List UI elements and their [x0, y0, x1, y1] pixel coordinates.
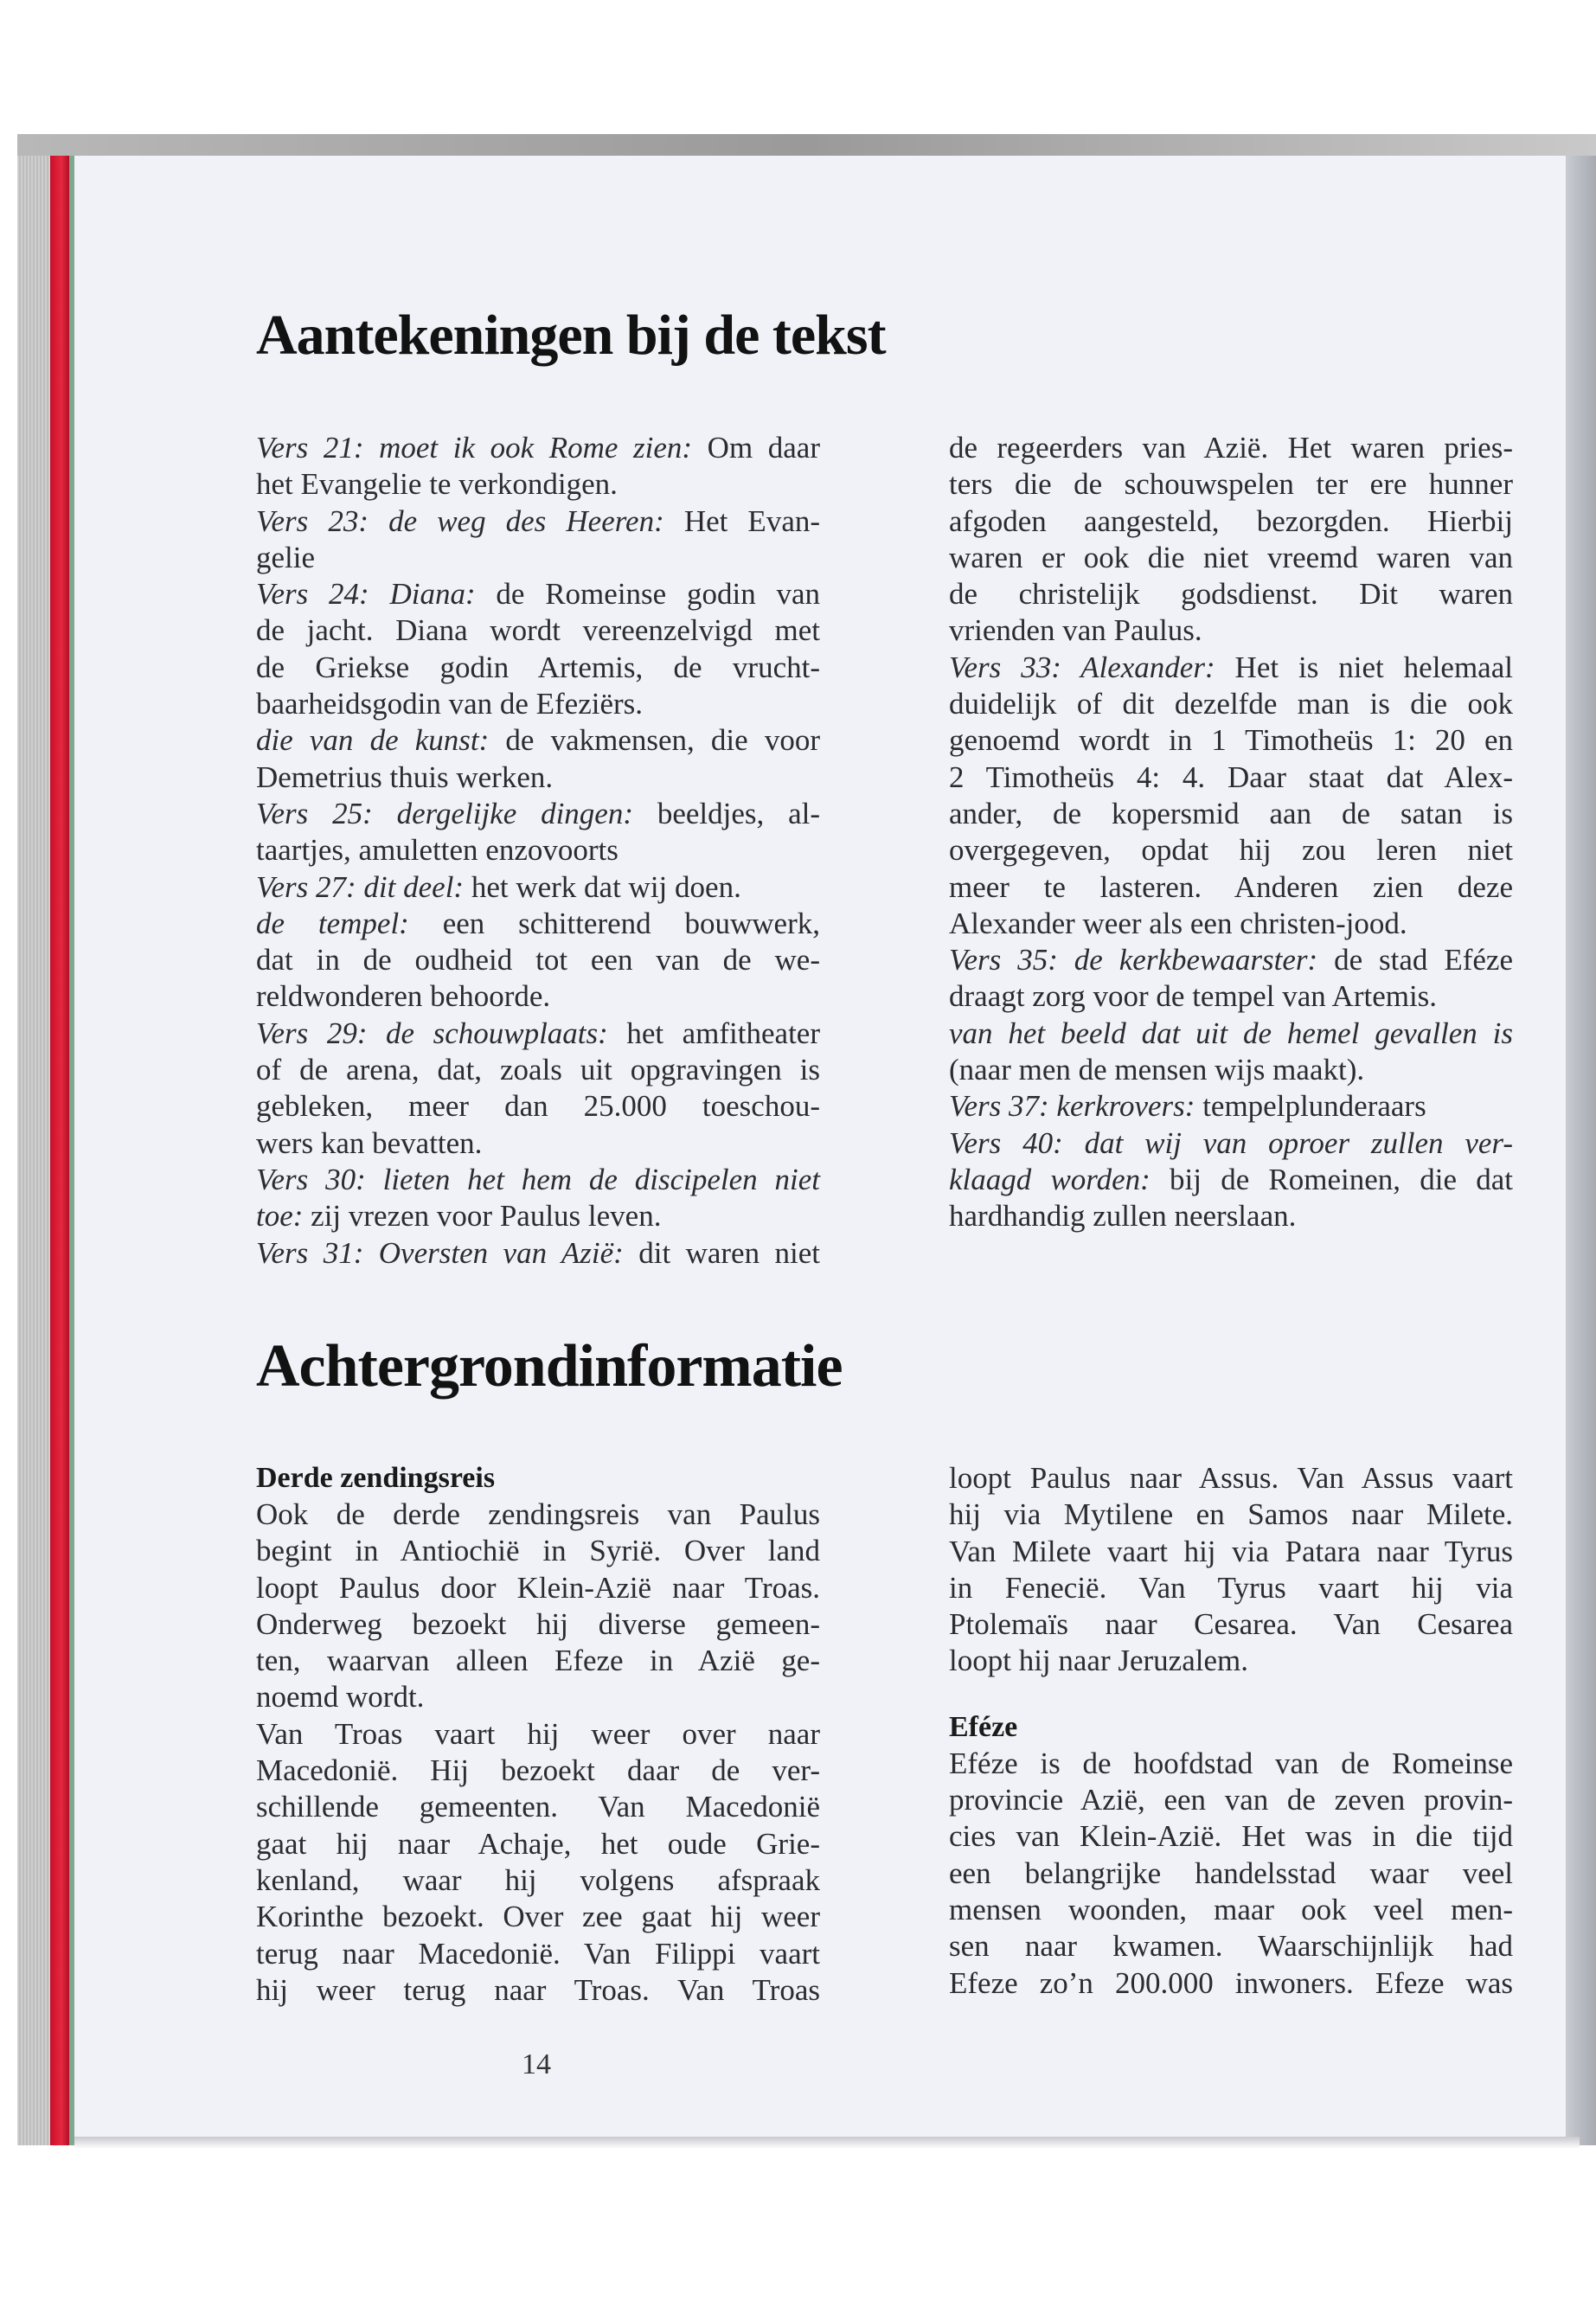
text-line [256, 540, 820, 576]
text-line [256, 612, 820, 649]
text-line [256, 722, 820, 759]
text-line [256, 978, 820, 1015]
line-text: Ook de derde zendingsreis van Paulus [256, 1497, 820, 1531]
text-line [256, 1606, 820, 1643]
line-text: zij vrezen voor Paulus leven. [303, 1199, 662, 1234]
page-number: 14 [522, 2048, 551, 2080]
text-line [256, 503, 820, 540]
line-text: bij de Romeinen, die dat [1150, 1162, 1513, 1196]
verse-reference: van het beeld dat uit de hemel gevallen is [949, 1016, 1513, 1050]
text-line [949, 503, 1513, 540]
background-right-text-bottom [949, 1746, 1513, 2002]
line-text: sen naar kwamen. Waarschijnlijk had [949, 1929, 1513, 1964]
text-line [949, 1892, 1513, 1928]
line-text: hij weer terug naar Troas. Van Troas [256, 1972, 820, 2007]
line-text: dat in de oudheid tot een van de we- [256, 943, 820, 977]
verse-reference: Vers 30: lieten het hem de discipelen niet [256, 1162, 820, 1196]
text-line [256, 796, 820, 832]
line-text: hardhandig zullen neerslaan. [949, 1199, 1297, 1234]
text-line [949, 722, 1513, 759]
text-line [256, 466, 820, 503]
line-text: Van Troas vaart hij weer over naar [256, 1716, 820, 1751]
text-line [256, 1497, 820, 1533]
line-text: Eféze is de hoofdstad van de Romeinse [949, 1746, 1513, 1780]
text-line [256, 832, 820, 868]
line-text: of de arena, dat, zoals uit opgravingen is [256, 1053, 820, 1087]
text-line [256, 1570, 820, 1606]
text-line [949, 1125, 1513, 1162]
text-line [256, 1643, 820, 1679]
line-text: ander, de kopersmid aan de satan is [949, 796, 1513, 830]
line-text: Onderweg bezoekt hij diverse gemeen- [256, 1606, 820, 1641]
line-text: Korinthe bezoekt. Over zee gaat hij weer [256, 1900, 820, 1934]
text-line [256, 906, 820, 942]
subheading-efeze: Eféze [949, 1710, 1018, 1743]
line-text: (naar men de mensen wijs maakt). [949, 1053, 1365, 1087]
verse-reference: Vers 35: de kerkbewaarster: [949, 943, 1318, 977]
verse-reference: Vers 37: kerkrovers: [949, 1089, 1195, 1124]
heading-background: Achtergrondinformatie [256, 1333, 843, 1400]
line-text: reldwonderen behoorde. [256, 979, 551, 1014]
verse-reference: Vers 23: de weg des Heeren: [256, 503, 664, 538]
line-text: ters die de schouwspelen ter ere hunner [949, 467, 1513, 502]
text-line [949, 1497, 1513, 1533]
text-line [256, 942, 820, 978]
book-red-edge [50, 156, 69, 2145]
line-text: baarheidsgodin van de Efeziërs. [256, 687, 644, 721]
line-text: 2 Timotheüs 4: 4. Daar staat dat Alex- [949, 760, 1513, 794]
line-text: de Griekse godin Artemis, de vrucht- [256, 650, 820, 684]
text-line [256, 1789, 820, 1825]
text-line [256, 869, 820, 906]
text-line [949, 1965, 1513, 2002]
line-text: Het Evan- [663, 503, 821, 538]
text-line [256, 686, 820, 722]
paragraph-gap [949, 1680, 1513, 1709]
book-right-edge [1566, 156, 1596, 2145]
verse-reference: Vers 27: dit deel: [256, 869, 465, 904]
text-line [256, 650, 820, 686]
line-text: een schitterend bouwwerk, [408, 906, 820, 940]
text-line [256, 1533, 820, 1569]
verse-reference: de tempel: [256, 906, 409, 940]
background-right-text-top [949, 1460, 1513, 1680]
line-text: provincie Azië, een van de zeven provin- [949, 1783, 1513, 1817]
text-line [949, 686, 1513, 722]
line-text: taartjes, amuletten enzovoorts [256, 833, 619, 868]
line-text: het werk dat wij doen. [464, 869, 741, 904]
line-text: kenland, waar hij volgens afspraak [256, 1862, 820, 1897]
background-column-right [949, 1460, 1513, 2002]
text-line [256, 1826, 820, 1862]
text-line [949, 1052, 1513, 1088]
verse-reference: Vers 31: Oversten van Azië: [256, 1235, 624, 1270]
text-line [949, 1856, 1513, 1892]
text-line [949, 1088, 1513, 1125]
text-line [949, 796, 1513, 832]
line-text: Van Milete vaart hij via Patara naar Tyrus [949, 1534, 1513, 1568]
text-line [256, 1088, 820, 1125]
line-text: Het is niet helemaal [1215, 650, 1513, 684]
text-line [949, 1460, 1513, 1497]
line-text: de christelijk godsdienst. Dit waren [949, 577, 1513, 612]
text-line [949, 760, 1513, 796]
line-text: schillende gemeenten. Van Macedonië [256, 1790, 820, 1824]
line-text: mensen woonden, maar ook veel men- [949, 1892, 1513, 1926]
text-line [949, 1570, 1513, 1606]
line-text: een belangrijke handelsstad waar veel [949, 1856, 1513, 1890]
text-line [949, 1606, 1513, 1643]
text-line [949, 942, 1513, 978]
page-bottom-shadow [74, 2137, 1580, 2149]
text-line [949, 1016, 1513, 1052]
line-text: de stad Eféze [1317, 943, 1513, 977]
line-text: gelie [256, 540, 316, 574]
text-line [949, 1928, 1513, 1965]
line-text: wers kan bevatten. [256, 1125, 483, 1160]
subheading-third-missionary-journey: Derde zendingsreis [256, 1462, 496, 1494]
line-text: terug naar Macedonië. Van Filippi vaart [256, 1936, 820, 1971]
line-text: gebleken, meer dan 25.000 toeschou- [256, 1089, 820, 1124]
text-line [256, 1235, 820, 1272]
text-line [949, 430, 1513, 466]
line-text: genoemd wordt in 1 Timotheüs 1: 20 en [949, 723, 1513, 758]
background-left-text [256, 1497, 820, 2009]
text-line [949, 869, 1513, 906]
verse-reference: Vers 21: moet ik ook Rome zien: [256, 431, 693, 465]
line-text: gaat hij naar Achaje, het oude Grie- [256, 1826, 820, 1861]
line-text: Alexander weer als een christen-jood. [949, 906, 1407, 940]
verse-reference: Vers 24: Diana: [256, 577, 476, 612]
text-line [949, 832, 1513, 868]
text-line [949, 1782, 1513, 1818]
text-line [256, 760, 820, 796]
line-text: ten, waarvan alleen Efeze in Azië ge- [256, 1644, 820, 1678]
line-text: de regeerders van Azië. Het waren pries- [949, 431, 1513, 465]
text-line [949, 906, 1513, 942]
verse-reference: klaagd worden: [949, 1162, 1151, 1196]
line-text: meer te lasteren. Anderen zien deze [949, 869, 1513, 904]
line-text: overgegeven, opdat hij zou leren niet [949, 833, 1513, 868]
line-text: het amfitheater [607, 1016, 820, 1050]
line-text: de jacht. Diana wordt vereenzelvigd met [256, 613, 820, 648]
text-line [256, 576, 820, 612]
text-line [256, 1716, 820, 1753]
annotations-column-right [949, 430, 1513, 1235]
line-text: loopt Paulus naar Assus. Van Assus vaart [949, 1461, 1513, 1495]
line-text: in Fenecië. Van Tyrus vaart hij via [949, 1570, 1513, 1605]
text-line [256, 1125, 820, 1162]
line-text: begint in Antiochië in Syrië. Over land [256, 1534, 820, 1568]
text-line [256, 1162, 820, 1198]
text-line [256, 1936, 820, 1972]
line-text: Demetrius thuis werken. [256, 760, 554, 794]
text-line [256, 1198, 820, 1234]
line-text: noemd wordt. [256, 1680, 425, 1715]
text-line [949, 1818, 1513, 1855]
line-text: hij via Mytilene en Samos naar Milete. [949, 1497, 1513, 1532]
line-text: Om daar [692, 431, 820, 465]
line-text: loopt Paulus door Klein-Azië naar Troas. [256, 1570, 820, 1605]
line-text: vrienden van Paulus. [949, 613, 1202, 648]
background-column-left [256, 1460, 820, 2009]
line-text: tempelplunderaars [1195, 1089, 1426, 1124]
line-text: het Evangelie te verkondigen. [256, 467, 618, 502]
heading-annotations: Aantekeningen bij de tekst [256, 304, 886, 367]
line-text: duidelijk of dit dezelfde man is die ook [949, 687, 1513, 721]
line-text: Ptolemaïs naar Cesarea. Van Cesarea [949, 1607, 1513, 1642]
text-line [949, 612, 1513, 649]
text-line [949, 650, 1513, 686]
text-line [949, 466, 1513, 503]
line-text: Macedonië. Hij bezoekt daar de ver- [256, 1753, 820, 1788]
verse-reference: Vers 33: Alexander: [949, 650, 1215, 684]
text-line [256, 1016, 820, 1052]
text-line [949, 1746, 1513, 1782]
text-line [949, 1162, 1513, 1198]
line-text: waren er ook die niet vreemd waren van [949, 540, 1513, 574]
annotations-column-left [256, 430, 820, 1272]
text-line [256, 1862, 820, 1899]
line-text: beeldjes, al- [632, 796, 820, 830]
text-line [256, 1899, 820, 1935]
line-text: de vakmensen, die voor [489, 723, 820, 758]
line-text: cies van Klein-Azië. Het was in die tijd [949, 1819, 1513, 1854]
line-text: de Romeinse godin van [475, 577, 821, 612]
verse-reference: Vers 25: dergelijke dingen: [256, 796, 633, 830]
line-text: Efeze zo’n 200.000 inwoners. Efeze was [949, 1965, 1513, 2000]
verse-reference: Vers 29: de schouwplaats: [256, 1016, 608, 1050]
verse-reference: die van de kunst: [256, 723, 490, 758]
line-text: afgoden aangesteld, bezorgden. Hierbij [949, 503, 1513, 538]
verse-reference: toe: [256, 1199, 304, 1234]
text-line [949, 1198, 1513, 1234]
text-line [256, 1679, 820, 1715]
text-line [949, 540, 1513, 576]
text-line [256, 430, 820, 466]
verse-reference: Vers 40: dat wij van oproer zullen ver- [949, 1125, 1513, 1160]
text-line [256, 1972, 820, 2009]
text-line [949, 576, 1513, 612]
text-line [949, 1643, 1513, 1679]
line-text: loopt hij naar Jeruzalem. [949, 1644, 1248, 1678]
line-text: dit waren niet [623, 1235, 821, 1270]
text-line [949, 1534, 1513, 1570]
text-line [256, 1052, 820, 1088]
text-line [949, 978, 1513, 1015]
line-text: draagt zorg voor de tempel van Artemis. [949, 979, 1438, 1014]
text-line [256, 1753, 820, 1789]
